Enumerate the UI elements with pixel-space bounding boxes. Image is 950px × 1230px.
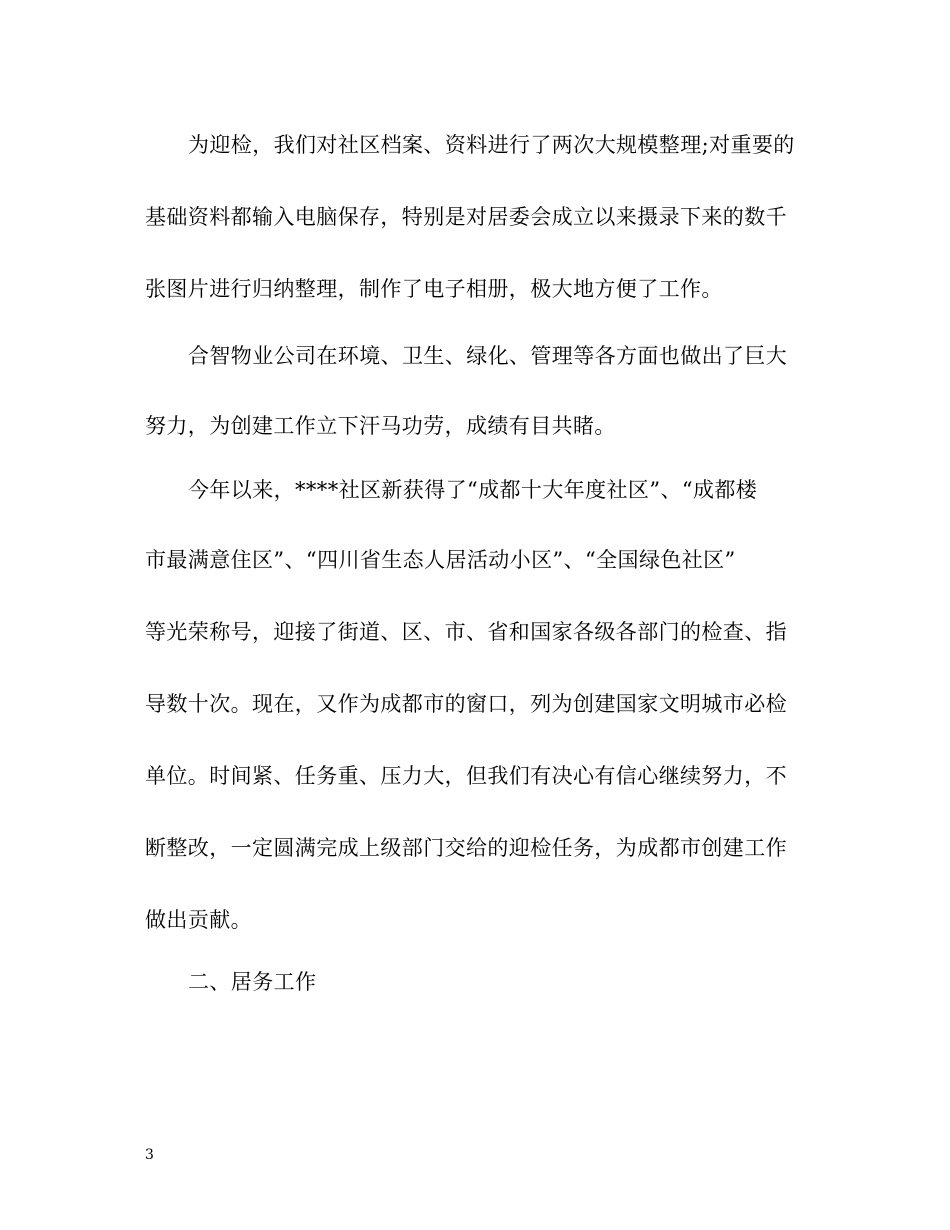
paragraph-1-line-3: 张图片进行归纳整理，制作了电子相册，极大地方便了工作。 (145, 277, 723, 301)
section-heading: 二、居务工作 (188, 970, 317, 994)
paragraph-3-line-4: 导数十次。现在，又作为成都市的窗口，列为创建国家文明城市必检 (145, 692, 787, 716)
paragraph-3-line-5: 单位。时间紧、任务重、压力大，但我们有决心有信心继续努力，不 (145, 764, 787, 788)
paragraph-3-line-3: 等光荣称号，迎接了街道、区、市、省和国家各级各部门的检查、指 (145, 620, 787, 644)
paragraph-3-line-7: 做出贡献。 (145, 908, 252, 932)
paragraph-3-line-6: 断整改，一定圆满完成上级部门交给的迎检任务，为成都市创建工作 (145, 836, 787, 860)
page-number: 3 (145, 1147, 154, 1163)
paragraph-1-line-2: 基础资料都输入电脑保存，特别是对居委会成立以来摄录下来的数千 (145, 205, 787, 229)
paragraph-2-line-1: 合智物业公司在环境、卫生、绿化、管理等各方面也做出了巨大 (188, 344, 788, 368)
paragraph-3-line-1: 今年以来，****社区新获得了“成都十大年度社区”、“成都楼 (188, 478, 758, 502)
paragraph-1-line-1: 为迎检，我们对社区档案、资料进行了两次大规模整理;对重要的 (188, 133, 795, 157)
paragraph-3-line-2: 市最满意住区”、“四川省生态人居活动小区”、“全国绿色社区” (145, 548, 736, 572)
paragraph-2-line-2: 努力，为创建工作立下汗马功劳，成绩有目共睹。 (145, 414, 616, 438)
